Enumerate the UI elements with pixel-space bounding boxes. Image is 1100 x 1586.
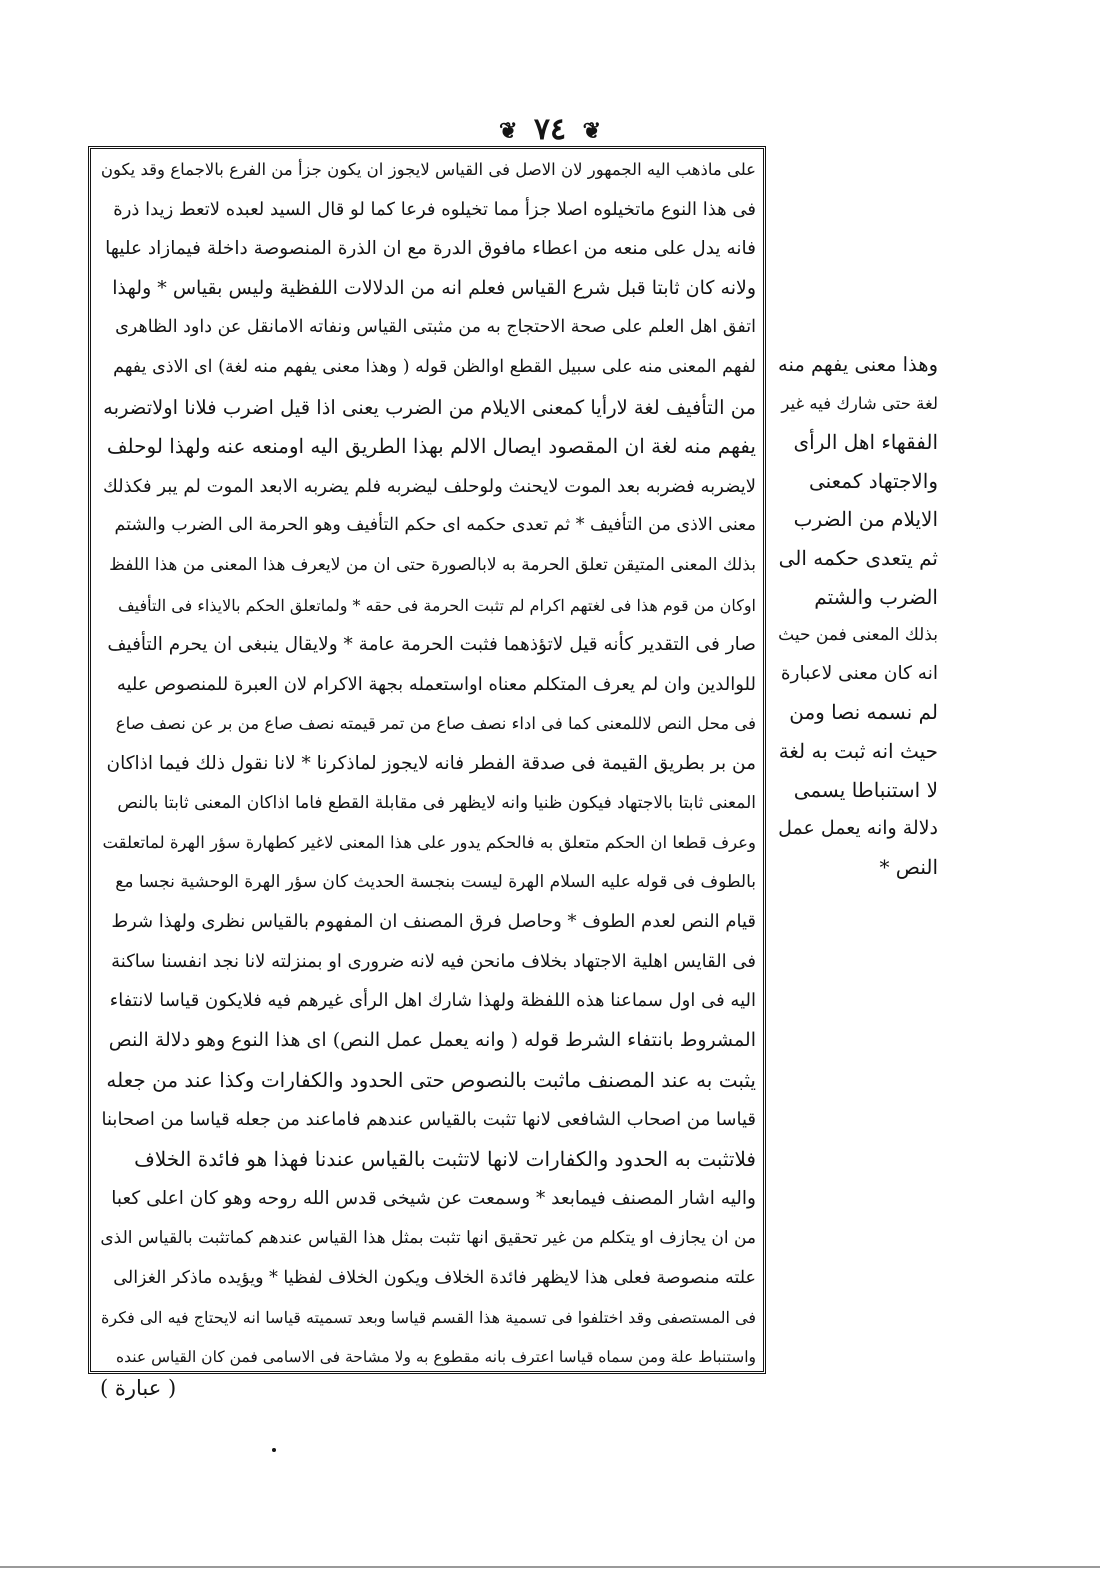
text-line: علته منصوصة فعلى هذا لايظهر فائدة الخلاف ويكون الخلاف لفظيا * ويؤيده ماذكر الغزالى: [113, 1267, 756, 1288]
text-line: معنى الاذى من التأفيف * ثم تعدى حكمه اى حكم التأفيف وهو الحرمة الى الضرب والشتم: [114, 515, 756, 536]
text-line: قيام النص لعدم الطوف * وحاصل فرق المصنف ان المفهوم بالقياس نظرى ولهذا شرط: [111, 911, 756, 933]
text-line: واستنباط علة ومن سماه قياسا اعترف بانه مقطوع به ولا مشاحة فى الاسامى فمن كان القياس عنده: [115, 1347, 756, 1366]
text-line: من بر بطريق القيمة فى صدقة الفطر فانه لايجوز لماذكرنا * لانا نقول ذلك فيما اذاكان: [106, 752, 756, 774]
text-line: قياسا من اصحاب الشافعى لانها تثبت بالقياس عندهم فاماعند من جعله قياسا من اصحابنا: [101, 1109, 756, 1131]
text-line: صار فى التقدير كأنه قيل لاتؤذهما فثبت الحرمة عامة * ولايقال ينبغى ان يحرم التأفيف: [107, 634, 756, 656]
text-line: يثبت به عند المصنف ماثبت بالنصوص حتى الحدود والكفارات وكذا عند من جعله: [106, 1067, 756, 1092]
text-line: فلاتثبت به الحدود والكفارات لانها لاتثبت بالقياس عندنا فهذا هو فائدة الخلاف: [134, 1146, 756, 1171]
margin-note-line: وهذا معنى يفهم منه: [778, 353, 938, 376]
ornament-right-icon: ❦: [582, 118, 601, 144]
text-line: ولانه كان ثابتا قبل شرع القياس فعلم انه من الدلالات اللفظية وليس بقياس * ولهذا: [112, 276, 756, 299]
text-line: لايضربه فضربه بعد الموت لايحنث ولوحلف ليضربه فلم يضربه الابعد الموت لم يبر فكذلك: [102, 475, 756, 497]
text-line: لفهم المعنى منه على سبيل القطع اوالظن قوله ( وهذا معنى يفهم منه لغة) اى الاذى يفهم: [113, 356, 756, 377]
text-line: فى محل النص لاللمعنى كما فى اداء نصف صاع من تمر قيمته نصف صاع من بر عن نصف صاع: [115, 714, 756, 734]
margin-note-line: الضرب والشتم: [814, 584, 938, 609]
margin-note-line: الايلام من الضرب: [793, 507, 938, 532]
margin-note-line: دلالة وانه يعمل عمل: [778, 817, 938, 840]
ornament-left-icon: ❦: [498, 118, 518, 144]
text-line: المعنى ثابتا بالاجتهاد فيكون ظنيا وانه لايظهر فى مقابلة القطع فاما اذاكان المعنى ثابتا بالنص: [117, 792, 756, 813]
ink-dot: [272, 1448, 276, 1452]
margin-note-line: لغة حتى شارك فيه غير: [781, 393, 938, 413]
text-line: يفهم منه لغة ان المقصود ايصال الالم بهذا الطريق اليه اومنعه عنه ولهذا لوحلف: [106, 434, 756, 459]
main-text-block: [100, 150, 756, 1377]
page-bottom-edge: [0, 1566, 1100, 1568]
text-line: اليه فى اول سماعنا هذه اللفظة ولهذا شارك اهل الرأى غيرهم فيه فلايكون قياسا لانتفاء: [109, 990, 756, 1012]
text-line: فى المستصفى وقد اختلفوا فى تسمية هذا القسم قياسا وبعد تسميته قياسا انه لايحتاج فيه الى فكرة: [101, 1308, 756, 1328]
text-line: للوالدين وان لم يعرف المتكلم معناه اواستعمله بجهة الاكرام لان العبرة للمنصوص عليه: [116, 673, 756, 695]
margin-note-line: ثم يتعدى حكمه الى: [778, 545, 938, 570]
text-line: على ماذهب اليه الجمهور لان الاصل فى القياس لايجوز ان يكون جزأ من الفرع بالاجماع وقد يكون: [100, 160, 756, 179]
text-line: بذلك المعنى المتيقن تعلق الحرمة به لابالصورة حتى ان من لايعرف هذا المعنى من هذا اللفظ: [109, 554, 756, 575]
page-number: ٧٤: [533, 112, 567, 147]
text-line: اتفق اهل العلم على صحة الاحتجاج به من مثبتى القياس ونفاته الامانقل عن داود الظاهرى: [115, 317, 756, 338]
margin-note-line: بذلك المعنى فمن حيث: [778, 625, 938, 646]
page-header: [0, 112, 1100, 147]
text-line: بالطوف فى قوله عليه السلام الهرة ليست بنجسة الحديث كان سؤر الهرة الوحشية نجسا مع: [115, 871, 756, 892]
text-line: المشروط بانتفاء الشرط قوله ( وانه يعمل عمل النص) اى هذا النوع وهو دلالة النص: [108, 1029, 756, 1052]
margin-note-line: النص *: [879, 854, 938, 879]
text-line: من ان يجازف او يتكلم من غير تحقيق انها تثبت بمثل هذا القياس عندهم كماتثبت بالقياس الذى: [100, 1228, 756, 1249]
text-line: فى هذا النوع ماتخيلوه اصلا جزأ مما تخيلوه فرعا كما لو قال السيد لعبده لاتعط زيدا ذرة: [113, 198, 756, 220]
margin-note: [778, 346, 938, 886]
text-line: واليه اشار المصنف فيمابعد * وسمعت عن شيخى قدس الله روحه وهو كان اعلى كعبا: [111, 1188, 756, 1210]
text-line: وعرف قطعا ان الحكم متعلق به فالحكم يدور على هذا المعنى لاغير كطهارة سؤر الهرة لماتعلقت: [102, 833, 756, 853]
text-line: من التأفيف لغة لارأيا كمعنى الايلام من الضرب يعنى اذا قيل اضرب فلانا اولاتضربه: [103, 395, 756, 419]
margin-note-line: لم نسمه نصا ومن: [789, 700, 938, 725]
margin-note-line: الفقهاء اهل الرأى: [793, 430, 938, 455]
margin-note-line: لا استنباطا يسمى: [793, 777, 938, 802]
text-line: فانه يدل على منعه من اعطاء مافوق الدرة مع ان الذرة المنصوصة داخلة فيمازاد عليها: [105, 238, 756, 260]
margin-note-line: حيث انه ثبت به لغة: [778, 738, 938, 763]
text-line: فى القايس اهلية الاجتهاد بخلاف مانحن فيه لانه ضرورى او بمنزلته لانا نجد انفسنا ساكنة: [111, 950, 756, 972]
catchword: ( عبارة ): [100, 1376, 177, 1400]
margin-note-line: انه كان معنى لاعبارة: [780, 662, 938, 684]
margin-note-line: والاجتهاد كمعنى: [808, 468, 938, 493]
text-line: اوكان من قوم هذا فى لغتهم اكرام لم تثبت الحرمة فى حقه * ولماتعلق الحكم بالايذاء فى التأفيف: [118, 595, 756, 615]
